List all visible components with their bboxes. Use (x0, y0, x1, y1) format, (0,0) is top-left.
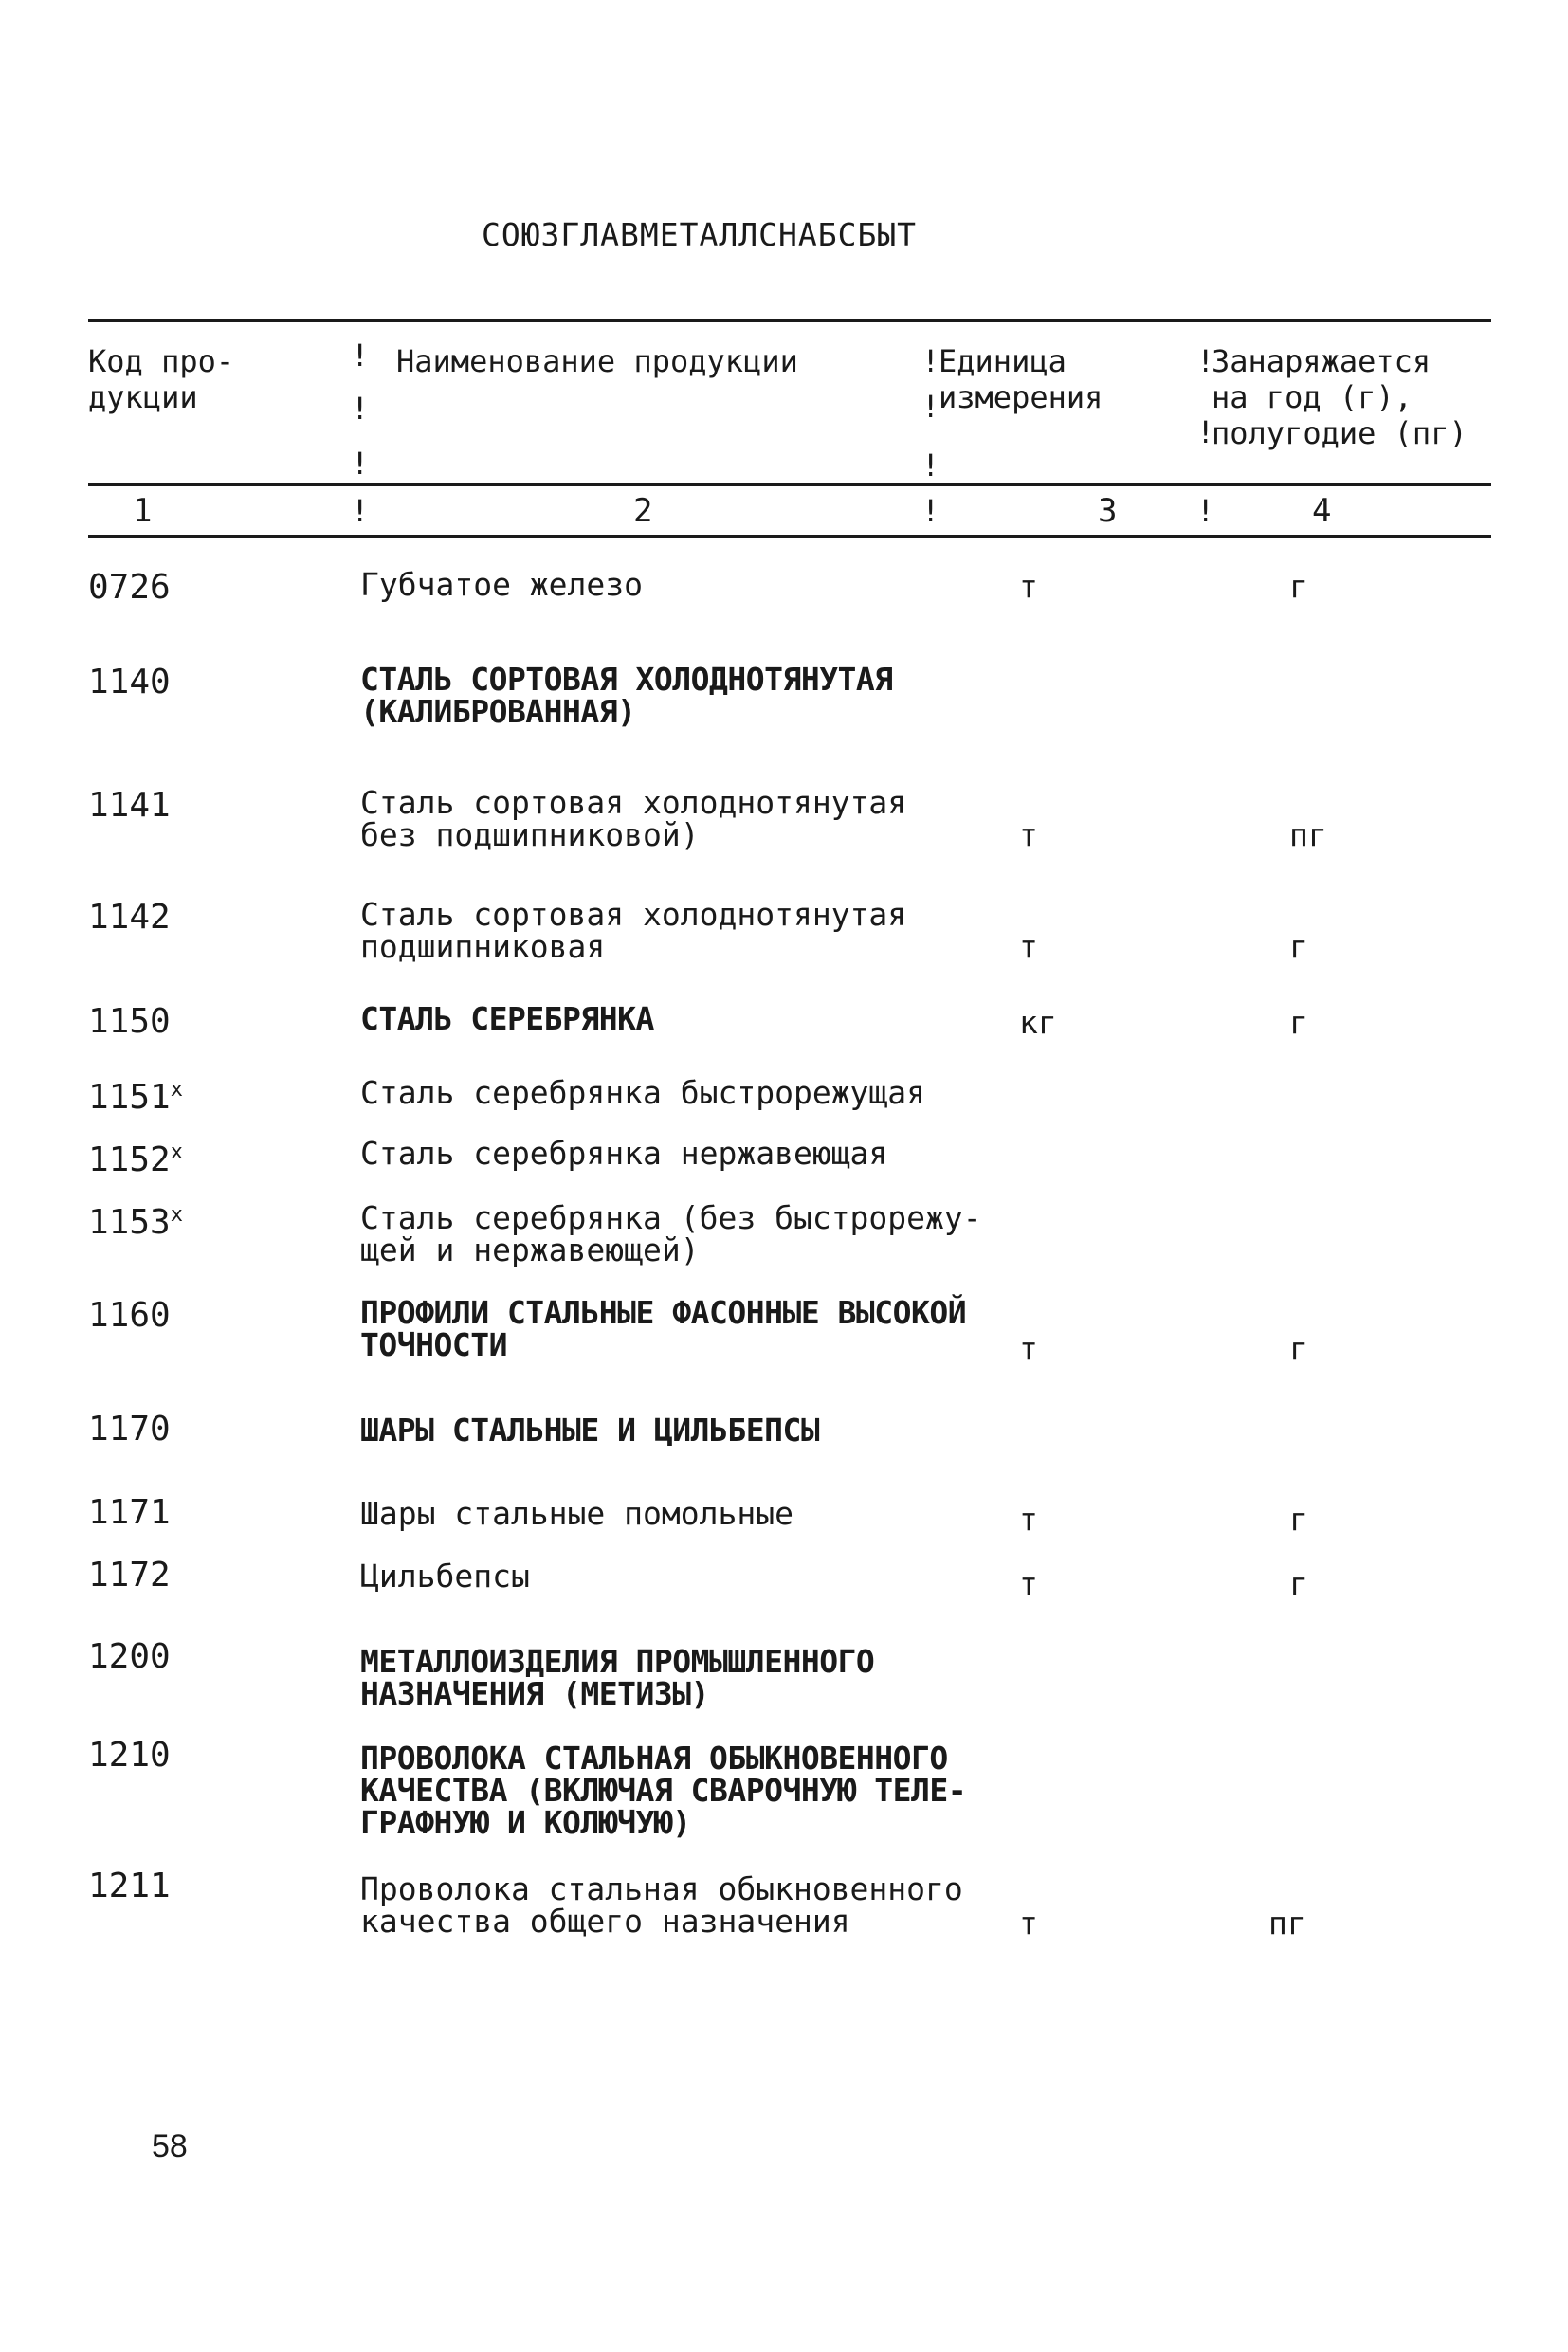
header-separator: ! (1196, 343, 1215, 379)
unit-of-measure: кг (1019, 1004, 1057, 1041)
product-name: СТАЛЬ СЕРЕБРЯНКА (360, 1000, 654, 1037)
table-rule-bottom (88, 535, 1491, 538)
column-number: 3 (1098, 492, 1118, 530)
product-code: 1153$^x$ (88, 1203, 183, 1242)
footnote-mark: x (170, 1078, 183, 1102)
product-name: Сталь серебрянка нержавеющая (360, 1135, 888, 1172)
product-code: 1141 (88, 786, 171, 825)
header-separator: ! (1196, 414, 1215, 450)
column-number: 2 (633, 492, 653, 530)
header-separator: ! (351, 337, 370, 374)
page-number: 58 (152, 2128, 188, 2164)
unit-of-measure: т (1019, 816, 1038, 853)
header-separator: ! (921, 343, 940, 379)
header-separator: ! (351, 446, 370, 482)
footnote-mark: x (170, 1140, 183, 1164)
product-name: ШАРЫ СТАЛЬНЫЕ И ЦИЛЬБЕПСЫ (360, 1412, 820, 1449)
header-code: Код про- дукции (88, 343, 235, 415)
product-code: 1142 (88, 898, 171, 937)
header-separator: ! (921, 447, 940, 483)
product-name: МЕТАЛЛОИЗДЕЛИЯ ПРОМЫШЛЕННОГО НАЗНАЧЕНИЯ (МЕТИЗЫ) (360, 1643, 875, 1712)
header-name: Наименование продукции (396, 343, 798, 379)
product-name: Сталь серебрянка (без быстрорежу- щей и нержавеющей) (360, 1199, 982, 1268)
unit-of-measure: т (1019, 1501, 1038, 1538)
product-code: 1171 (88, 1493, 171, 1532)
column-number: 4 (1312, 492, 1332, 530)
product-code: 1211 (88, 1867, 171, 1905)
table-rule-top (88, 319, 1491, 322)
allocation-period: пг (1289, 816, 1327, 853)
product-name: СТАЛЬ СОРТОВАЯ ХОЛОДНОТЯНУТАЯ (КАЛИБРОВАННАЯ) (360, 661, 893, 730)
product-code: 1151$^x$ (88, 1078, 183, 1117)
product-name: Цильбепсы (360, 1558, 530, 1595)
allocation-period: г (1289, 1501, 1308, 1538)
unit-of-measure: т (1019, 1905, 1038, 1942)
product-name: Проволока стальная обыкновенного качества общего назначения (360, 1870, 963, 1940)
column-separator: ! (1196, 493, 1215, 529)
organization-title: СОЮЗГЛАВМЕТАЛЛСНАБСБЫТ (481, 216, 918, 253)
header-separator: ! (351, 391, 370, 427)
table-rule-middle (88, 483, 1491, 486)
allocation-period: г (1289, 928, 1308, 965)
allocation-period: г (1289, 1330, 1308, 1367)
product-code: 1160 (88, 1296, 171, 1335)
allocation-period: г (1289, 1004, 1308, 1041)
footnote-mark: x (170, 1203, 183, 1227)
product-code: 1210 (88, 1736, 171, 1775)
column-number: 1 (133, 492, 153, 530)
unit-of-measure: т (1019, 1330, 1038, 1367)
product-name: ПРОФИЛИ СТАЛЬНЫЕ ФАСОННЫЕ ВЫСОКОЙ ТОЧНОСТИ (360, 1294, 967, 1363)
product-code: 1200 (88, 1637, 171, 1676)
product-name: Губчатое железо (360, 566, 644, 603)
column-separator: ! (921, 493, 940, 529)
unit-of-measure: т (1019, 928, 1038, 965)
product-name: ПРОВОЛОКА СТАЛЬНАЯ ОБЫКНОВЕННОГО КАЧЕСТВА (ВКЛЮЧАЯ СВАРОЧНУЮ ТЕЛЕ- ГРАФНУЮ И КОЛЮЧУЮ) (360, 1740, 967, 1841)
unit-of-measure: т (1019, 568, 1038, 605)
unit-of-measure: т (1019, 1565, 1038, 1602)
product-name: Шары стальные помольные (360, 1495, 793, 1532)
header-unit: Единица измерения (939, 343, 1103, 415)
product-name: Сталь серебрянка быстрорежущая (360, 1074, 926, 1111)
product-code: 1140 (88, 663, 171, 702)
allocation-period: г (1289, 1565, 1308, 1602)
product-code: 1150 (88, 1002, 171, 1041)
allocation-period: г (1289, 568, 1308, 605)
product-code: 1170 (88, 1410, 171, 1449)
product-code: 0726 (88, 568, 171, 607)
column-separator: ! (351, 493, 370, 529)
header-separator: ! (921, 389, 940, 425)
product-name: Сталь сортовая холоднотянутая подшипниковая (360, 896, 907, 965)
header-period: Занаряжается на год (г), полугодие (пг) (1212, 343, 1468, 451)
product-name: Сталь сортовая холоднотянутая без подшипниковой) (360, 784, 907, 853)
allocation-period: пг (1268, 1905, 1306, 1942)
product-code: 1152$^x$ (88, 1140, 183, 1179)
product-code: 1172 (88, 1556, 171, 1595)
